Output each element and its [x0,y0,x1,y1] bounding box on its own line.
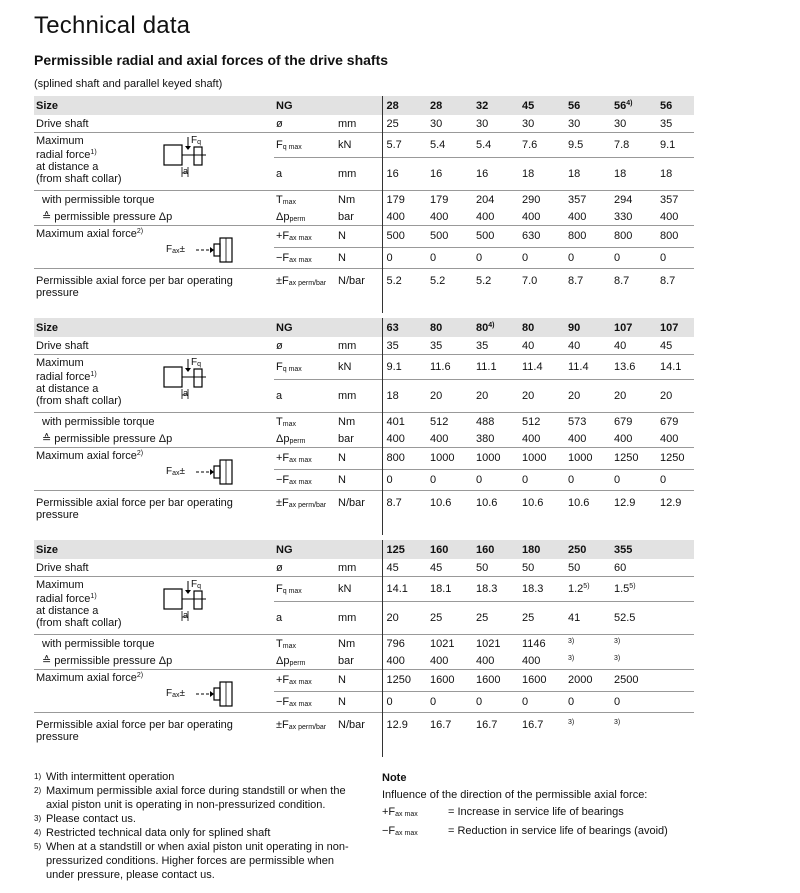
cell-fax_plus: 500 [474,226,520,248]
cell-fax_perm: 3) [612,713,658,758]
cell-shaft: 45 [660,339,673,352]
cell-shaft: 45 [430,561,443,574]
size-label: Size [34,540,274,559]
cell-dp: 400 [382,652,428,670]
cell-dp: 400 [382,208,428,226]
axial-force-plus-row: Maximum axial force$^{2)}$ Fax± +Fax max N 1250 1600 1600 1600 2000 2500 [34,670,694,692]
ng-label: NG [274,96,336,115]
cell-ng: 45 [520,96,566,115]
note-plus-row [382,804,668,823]
cell-fq: 5.4 [474,133,520,158]
note-plus-text: = Increase in service life of bearings [448,806,624,818]
cell-fax_plus: 1250 [612,448,658,470]
axial-force-diagram [166,680,236,711]
axial-plus-minus: ± [179,688,186,699]
force-table-3 [34,540,694,757]
cell-fax_minus: 0 [566,691,612,713]
cell-dp: 330 [614,210,633,223]
cell-fax_perm: 5.2 [428,269,474,314]
cell-shaft: 35 [660,117,673,130]
cell-fax_plus: 1600 [520,670,566,692]
cell-ng: 63 [382,318,428,337]
cell-tmax: 796 [382,635,428,653]
cell-a: 16 [382,158,428,191]
torque-row: with permissible torque Tmax Nm 179 179 204 290 357 294 357 [34,191,694,209]
note-plus-symbol: +F [382,806,396,818]
cell-shaft: 50 [522,561,535,574]
cell-tmax: 357 [566,191,612,209]
cell-fax_minus: 0 [382,247,428,269]
cell-shaft: 40 [522,339,535,352]
radial-force-diagram [158,357,210,406]
note-title: Note [382,772,407,784]
cell-fax_minus: 0 [428,247,474,269]
cell-shaft: 35 [382,337,428,355]
cell-fax_perm: 16.7 [428,713,474,758]
note-minus-row [382,823,668,842]
distance-label: a [183,166,189,176]
cell-a: 18 [566,158,612,191]
cell-tmax: 179 [382,191,428,209]
cell-fax_plus: 800 [658,226,694,248]
cell-fax_perm: 5.2 [474,269,520,314]
cell-a: 20 [382,602,428,635]
cell-fax_minus: 0 [520,691,566,713]
pressure-row: ≙ permissible pressure Δp Δpperm bar 400 400 400 400 400 330 400 [34,208,694,226]
cell-fq: 11.1 [474,355,520,380]
cell-fax_perm: 10.6 [474,491,520,536]
axial-force-subscript: ax [172,248,180,255]
axial-force-subscript: ax [172,692,180,699]
cell-fax_plus: 500 [382,226,428,248]
cell-tmax: 294 [612,191,658,209]
cell-fax_minus: 0 [658,247,694,269]
drive-shaft-row: Drive shaft ø mm 25 30 30 30 30 30 35 [34,115,694,133]
force-table-2 [34,318,694,535]
radial-force-subscript: q [197,583,202,590]
cell-fax_perm: 16.7 [474,713,520,758]
cell-fq: 1.5$^{5)}$ [612,577,658,602]
note-minus-subscript: ax max [395,830,418,837]
cell-a: 18 [382,380,428,413]
perm-axial-row: Permissible axial force per bar operating pressure ±Fax perm/bar N/bar 8.7 10.6 10.6 10.6 10.6 12.9 12.9 [34,491,694,536]
axial-force-subscript: ax [172,470,180,477]
cell-ng: 250 [566,540,612,559]
cell-dp: 400 [430,654,449,667]
cell-fq [658,577,694,602]
cell-tmax: 1021 [474,635,520,653]
cell-fq: 5.4 [428,133,474,158]
distance-row: a mm 20 25 25 25 41 52.5 [34,602,694,635]
cell-dp: 400 [430,432,449,445]
cell-shaft: 30 [568,117,581,130]
cell-shaft: 45 [382,559,428,577]
cell-fax_plus: 1000 [474,448,520,470]
cell-shaft: 30 [614,117,627,130]
distance-row: a mm 18 20 20 20 20 20 20 [34,380,694,413]
radial-force-label: F [191,579,198,590]
cell-a: 25 [520,602,566,635]
perm-axial-row: Permissible axial force per bar operating pressure ±Fax perm/bar N/bar 5.2 5.2 5.2 7.0 8.7 8.7 8.7 [34,269,694,314]
size-header-row [34,540,694,559]
distance-row: a mm 16 16 16 18 18 18 18 [34,158,694,191]
cell-dp: 400 [660,210,679,223]
page-title: Technical data [34,12,191,39]
radial-force-subscript: q [197,139,202,146]
distance-label: a [183,388,189,398]
cell-ng: 180 [520,540,566,559]
cell-fax_perm: 8.7 [382,491,428,536]
cell-fax_minus: 0 [612,247,658,269]
cell-fax_plus: 630 [520,226,566,248]
radial-force-row: Maximum radial force$^{1)}$ at distance a (from shaft collar) Fq a Fq max kN 9.1 11.6 11.1 11.4 11.4 13.6 14.1 [34,355,694,380]
cell-fax_minus: 0 [566,247,612,269]
cell-fax_minus: 0 [428,691,474,713]
cell-fq: 13.6 [612,355,658,380]
cell-dp: 400 [430,210,449,223]
cell-a: 18 [612,158,658,191]
ng-label: NG [274,318,336,337]
cell-fax_perm: 10.6 [520,491,566,536]
cell-a: 20 [612,380,658,413]
size-label: Size [34,318,274,337]
cell-dp: 400 [476,210,495,223]
cell-fq: 9.1 [658,133,694,158]
cell-shaft: 25 [382,115,428,133]
cell-a: 18 [520,158,566,191]
cell-ng: 56 [658,96,694,115]
cell-dp: 400 [660,432,679,445]
cell-dp: 400 [568,210,587,223]
cell-a: 20 [474,380,520,413]
radial-force-row: Maximum radial force$^{1)}$ at distance a (from shaft collar) Fq a Fq max kN 5.7 5.4 5.4 7.6 9.5 7.8 9.1 [34,133,694,158]
note-text: Influence of the direction of the permissible axial force: [382,789,648,801]
cell-fax_plus: 2500 [612,670,658,692]
cell-shaft: 50 [568,561,581,574]
cell-fax_minus: 0 [566,469,612,491]
cell-dp: 400 [522,210,541,223]
cell-tmax: 1021 [428,635,474,653]
cell-fax_plus: 2000 [566,670,612,692]
cell-fq: 9.5 [566,133,612,158]
cell-fax_perm: 7.0 [520,269,566,314]
shaft-type-note: (splined shaft and parallel keyed shaft) [34,78,223,90]
cell-tmax: 179 [428,191,474,209]
cell-fax_perm: 8.7 [566,269,612,314]
cell-tmax: 401 [382,413,428,431]
cell-fax_perm: 12.9 [382,713,428,758]
cell-fax_plus: 500 [428,226,474,248]
cell-fax_plus: 1000 [566,448,612,470]
cell-a: 20 [520,380,566,413]
cell-fax_minus: 0 [520,469,566,491]
cell-shaft: 35 [476,339,489,352]
cell-dp: 400 [522,654,541,667]
cell-fq: 14.1 [382,577,428,602]
axial-force-label: F [166,244,173,255]
cell-tmax: 357 [658,191,694,209]
radial-force-diagram [158,135,210,184]
cell-ng [658,540,694,559]
cell-fq: 9.1 [382,355,428,380]
cell-dp: 400 [568,432,587,445]
cell-fq: 5.7 [382,133,428,158]
distance-label: a [183,610,189,620]
cell-fax_minus [658,691,694,713]
drive-shaft-row: Drive shaft ø mm 45 45 50 50 50 60 [34,559,694,577]
cell-ng: 56$^{4)}$ [612,96,658,115]
cell-dp: 380 [476,432,495,445]
cell-dp: 3) [568,654,575,662]
cell-ng: 28 [382,96,428,115]
size-label: Size [34,96,274,115]
axial-force-label: F [166,688,173,699]
cell-fax_minus: 0 [474,469,520,491]
cell-tmax: 512 [428,413,474,431]
cell-tmax: 204 [474,191,520,209]
cell-fax_minus: 0 [658,469,694,491]
cell-ng: 32 [474,96,520,115]
cell-shaft: 60 [614,561,627,574]
cell-fax_plus: 1000 [520,448,566,470]
footnote-item: 5) When at a standstill or when axial piston unit operating in non-pressurized conditions. Higher forces are permissible when under pressure, please contact us. [34,841,349,881]
cell-fax_plus: 1250 [658,448,694,470]
footnote-item: 1) With intermittent operation [34,771,175,783]
cell-fq: 11.4 [520,355,566,380]
cell-fax_perm: 16.7 [520,713,566,758]
cell-fq: 14.1 [658,355,694,380]
cell-fq: 11.6 [428,355,474,380]
cell-fax_minus: 0 [612,469,658,491]
cell-tmax [658,635,694,653]
cell-ng: 56 [566,96,612,115]
cell-fax_minus: 0 [382,469,428,491]
cell-tmax: 1146 [520,635,566,653]
cell-shaft: 30 [430,117,443,130]
footnote-item: 4) Restricted technical data only for splined shaft [34,827,271,839]
cell-tmax: 488 [474,413,520,431]
cell-tmax: 3) [612,635,658,653]
cell-fq: 11.4 [566,355,612,380]
cell-fax_perm: 10.6 [566,491,612,536]
cell-fax_plus: 1000 [428,448,474,470]
cell-a: 16 [428,158,474,191]
cell-a: 20 [658,380,694,413]
size-header-row [34,318,694,337]
radial-force-subscript: q [197,361,202,368]
cell-tmax: 679 [658,413,694,431]
cell-fax_perm: 12.9 [612,491,658,536]
axial-force-minus-row: −Fax max N 0 0 0 0 0 0 [34,691,694,713]
cell-a: 20 [428,380,474,413]
size-header-row [34,96,694,115]
cell-tmax: 3) [566,635,612,653]
cell-a: 41 [566,602,612,635]
cell-fax_minus: 0 [474,247,520,269]
cell-dp: 400 [382,430,428,448]
perm-axial-row: Permissible axial force per bar operating pressure ±Fax perm/bar N/bar 12.9 16.7 16.7 16.7 $^{3)}$ $^{3)}$ [34,713,694,758]
note-minus-symbol: −F [382,825,396,837]
cell-fax_plus: 800 [566,226,612,248]
drive-shaft-row: Drive shaft ø mm 35 35 35 40 40 40 45 [34,337,694,355]
radial-force-label: F [191,357,198,368]
cell-dp: 400 [614,432,633,445]
cell-a [658,602,694,635]
cell-fax_perm: 8.7 [658,269,694,314]
cell-ng: 160 [474,540,520,559]
axial-force-minus-row: −Fax max N 0 0 0 0 0 0 0 [34,247,694,269]
cell-fq: 18.3 [520,577,566,602]
footnotes [34,770,364,882]
cell-ng: 355 [612,540,658,559]
footnote-item: 2) Maximum permissible axial force during standstill or when the axial piston unit is operating in non-pressurized condition. [34,785,346,811]
cell-fax_perm: 5.2 [382,269,428,314]
cell-ng: 125 [382,540,428,559]
cell-tmax: 290 [520,191,566,209]
cell-tmax: 573 [566,413,612,431]
axial-plus-minus: ± [179,244,186,255]
cell-fax_plus: 1250 [382,670,428,692]
cell-shaft: 40 [614,339,627,352]
cell-fax_minus: 0 [520,247,566,269]
cell-shaft: 30 [476,117,489,130]
cell-fq: 7.8 [612,133,658,158]
note-plus-subscript: ax max [395,811,418,818]
cell-fq: 7.6 [520,133,566,158]
axial-force-minus-row: −Fax max N 0 0 0 0 0 0 0 [34,469,694,491]
cell-fax_perm [658,713,694,758]
pressure-row: ≙ permissible pressure Δp Δpperm bar 400 400 400 400 $^{3)}$ $^{3)}$ [34,652,694,670]
cell-ng: 107 [658,318,694,337]
cell-fax_plus: 1600 [474,670,520,692]
note-minus-text: = Reduction in service life of bearings (avoid) [448,825,668,837]
cell-a: 16 [474,158,520,191]
axial-force-diagram [166,236,236,267]
cell-fax_minus: 0 [428,469,474,491]
cell-shaft: 40 [568,339,581,352]
cell-fax_perm: 12.9 [658,491,694,536]
cell-fax_minus: 0 [474,691,520,713]
axial-force-plus-row: Maximum axial force$^{2)}$ Fax± +Fax max N 800 1000 1000 1000 1000 1250 1250 [34,448,694,470]
cell-a: 25 [428,602,474,635]
ng-label: NG [274,540,336,559]
cell-fax_perm: 3) [566,713,612,758]
axial-force-label: F [166,466,173,477]
axial-plus-minus: ± [179,466,186,477]
cell-a: 52.5 [612,602,658,635]
cell-fax_perm: 8.7 [612,269,658,314]
cell-ng: 90 [566,318,612,337]
cell-dp: 400 [476,654,495,667]
cell-fq: 18.3 [474,577,520,602]
cell-ng: 80 [520,318,566,337]
cell-a: 20 [566,380,612,413]
cell-a: 25 [474,602,520,635]
section-subtitle: Permissible radial and axial forces of the drive shafts [34,52,389,68]
cell-ng: 107 [612,318,658,337]
cell-dp [658,652,694,670]
cell-a: 18 [658,158,694,191]
axial-force-diagram [166,458,236,489]
cell-fax_perm: 10.6 [428,491,474,536]
axial-force-plus-row: Maximum axial force$^{2)}$ Fax± +Fax max N 500 500 500 630 800 800 800 [34,226,694,248]
cell-fax_plus: 1600 [428,670,474,692]
cell-fax_minus: 0 [612,691,658,713]
cell-ng: 80$^{4)}$ [474,318,520,337]
cell-dp: 3) [614,654,621,662]
note-box [382,770,668,842]
radial-force-row: Maximum radial force$^{1)}$ at distance a (from shaft collar) Fq a Fq max kN 14.1 18.1 18.3 18.3 1.2$^{5)}$ 1.5$^{5)}$ [34,577,694,602]
cell-ng: 160 [428,540,474,559]
cell-tmax: 512 [520,413,566,431]
cell-shaft: 35 [430,339,443,352]
cell-fax_plus [658,670,694,692]
cell-fq: 18.1 [428,577,474,602]
radial-force-diagram [158,579,210,628]
cell-shaft [658,559,694,577]
torque-row: with permissible torque Tmax Nm 401 512 488 512 573 679 679 [34,413,694,431]
cell-fax_plus: 800 [382,448,428,470]
force-table-1 [34,96,694,313]
cell-tmax: 679 [612,413,658,431]
cell-ng: 28 [428,96,474,115]
torque-row: with permissible torque Tmax Nm 796 1021 1021 1146 $^{3)}$ $^{3)}$ [34,635,694,653]
cell-fax_plus: 800 [612,226,658,248]
cell-fax_minus: 0 [382,691,428,713]
pressure-row: ≙ permissible pressure Δp Δpperm bar 400 400 380 400 400 400 400 [34,430,694,448]
cell-ng: 80 [428,318,474,337]
footnote-item: 3) Please contact us. [34,813,136,825]
cell-shaft: 50 [476,561,489,574]
cell-shaft: 30 [522,117,535,130]
cell-dp: 400 [522,432,541,445]
cell-fq: 1.2$^{5)}$ [566,577,612,602]
radial-force-label: F [191,135,198,146]
